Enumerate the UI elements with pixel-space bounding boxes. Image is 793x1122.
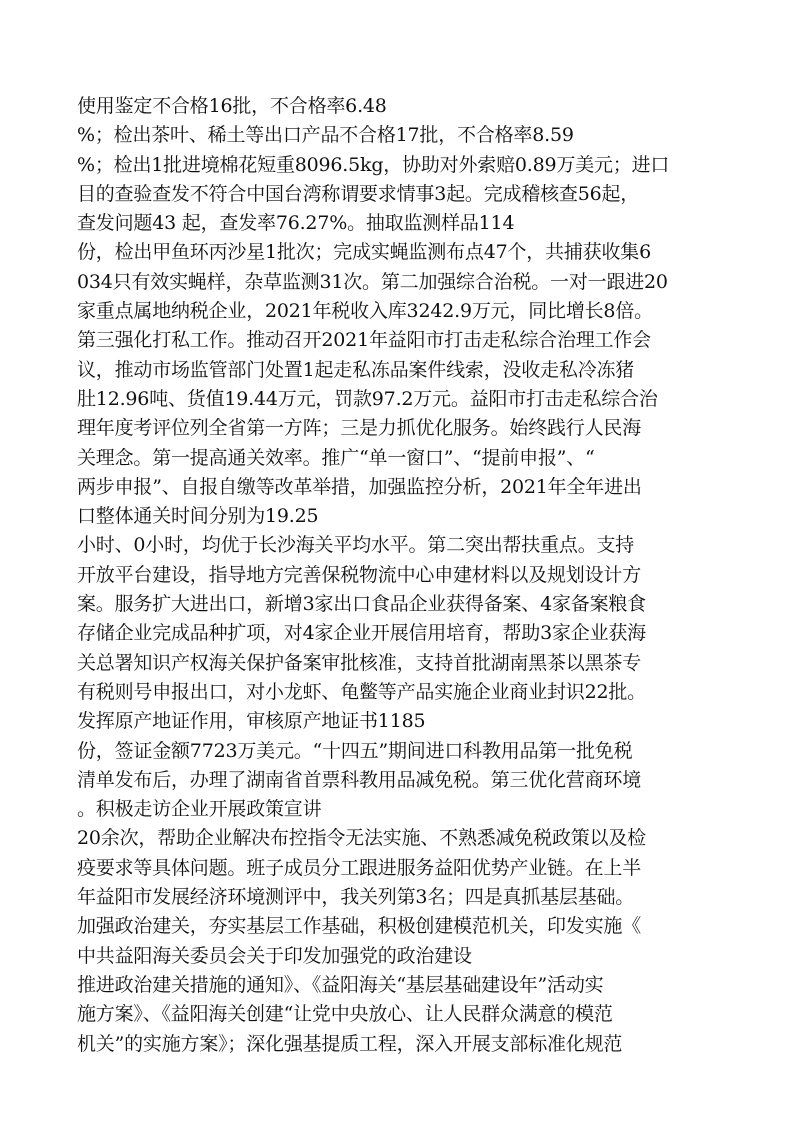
- text-line: 推进政治建关措施的通知》、《益阳海关“基层基础建设年”活动实: [77, 973, 604, 996]
- text-line: 开放平台建设，指导地方完善保税物流中心申建材料以及规划设计方: [77, 563, 642, 586]
- text-line: 关理念。第一提高通关效率。推广“单一窗口”、“提前申报”、“: [77, 446, 595, 469]
- text-line: 第三强化打私工作。推动召开2021年益阳市打击走私综合治理工作会: [77, 329, 651, 352]
- text-line: 。积极走访企业开展政策宣讲: [77, 798, 322, 821]
- text-line: 清单发布后，办理了湖南省首票科教用品减免税。第三优化营商环境: [77, 768, 642, 791]
- text-line: 机关”的实施方案》；深化强基提质工程，深入开展支部标准化规范: [77, 1032, 623, 1055]
- text-line: 施方案》、《益阳海关创建“让党中央放心、让人民群众满意的模范: [77, 1003, 613, 1026]
- text-line: 疫要求等具体问题。班子成员分工跟进服务益阳优势产业链。在上半: [77, 856, 642, 879]
- body-text: [77, 92, 727, 1059]
- text-line: 加强政治建关，夯实基层工作基础，积极创建模范机关，印发实施《: [77, 915, 642, 938]
- text-line: 查发问题43 起，查发率76.27%。抽取监测样品114: [77, 212, 515, 235]
- text-line: 份，检出甲鱼环丙沙星1批次；完成实蝇监测布点47个，共捕获收集6: [77, 241, 651, 264]
- text-line: 年益阳市发展经济环境测评中，我关列第3名；四是真抓基层基础。: [77, 886, 635, 909]
- text-line: 中共益阳海关委员会关于印发加强党的政治建设: [77, 944, 472, 967]
- text-line: 目的查验查发不符合中国台湾称谓要求情事3起。完成稽核查56起，: [77, 182, 640, 205]
- text-line: 案。服务扩大进出口，新增3家出口食品企业获得备案、4家备案粮食: [77, 593, 646, 616]
- text-line: %；检出1批进境棉花短重8096.5kg，协助对外索赔0.89万美元；进口: [77, 153, 670, 176]
- text-line: 议，推动市场监管部门处置1起走私冻品案件线索，没收走私冷冻猪: [77, 358, 635, 381]
- text-line: 家重点属地纳税企业，2021年税收入库3242.9万元，同比增长8倍。: [77, 300, 653, 323]
- text-line: 存储企业完成品种扩项，对4家企业开展信用培育，帮助3家企业获海: [77, 622, 646, 645]
- text-line: 小时、0小时，均优于长沙海关平均水平。第二突出帮扶重点。支持: [77, 534, 635, 557]
- text-line: %；检出茶叶、稀土等出口产品不合格17批，不合格率8.59: [77, 124, 574, 147]
- text-line: 肚12.96吨、货值19.44万元，罚款97.2万元。益阳市打击走私综合治: [77, 387, 658, 410]
- text-line: 关总署知识产权海关保护备案审批核准，支持首批湖南黑茶以黑茶专: [77, 651, 642, 674]
- text-line: 20余次，帮助企业解决布控指令无法实施、不熟悉减免税政策以及检: [77, 827, 646, 850]
- text-line: 034只有效实蝇样，杂草监测31次。第二加强综合治税。一对一跟进20: [77, 270, 668, 293]
- text-line: 使用鉴定不合格16批，不合格率6.48: [77, 95, 387, 117]
- text-line: 有税则号申报出口，对小龙虾、龟鳖等产品实施企业商业封识22批。: [77, 680, 646, 703]
- text-line: 两步申报”、自报自缴等改革举措，加强监控分析，2021年全年进出: [77, 475, 642, 498]
- text-line: 口整体通关时间分别为19.25: [77, 505, 319, 528]
- text-line: 理年度考评位列全省第一方阵；三是力抓优化服务。始终践行人民海: [77, 417, 642, 440]
- text-line: 发挥原产地证作用，审核原产地证书1185: [77, 710, 426, 733]
- text-line: 份，签证金额7723万美元。“十四五”期间进口科教用品第一批免税: [77, 739, 633, 762]
